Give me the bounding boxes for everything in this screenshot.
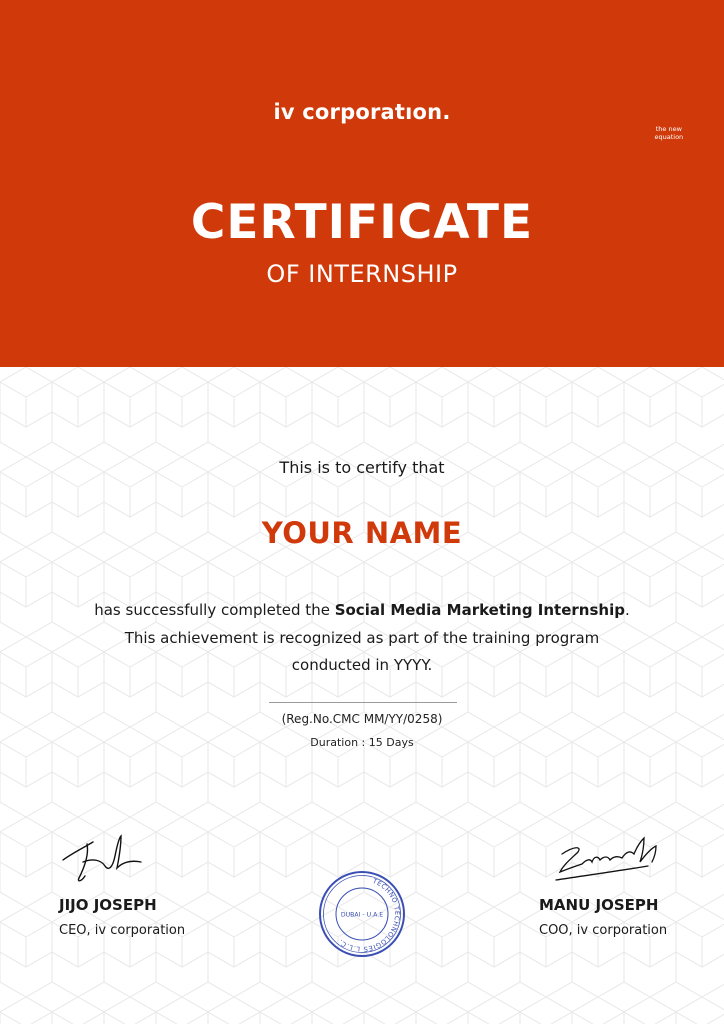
coo-name: MANU JOSEPH xyxy=(539,896,659,914)
duration: Duration : 15 Days xyxy=(310,736,414,749)
coo-signature xyxy=(552,832,667,886)
certify-line: This is to certify that xyxy=(279,458,445,477)
recipient-name: YOUR NAME xyxy=(261,516,463,550)
coo-title: COO, iv corporation xyxy=(539,923,668,938)
logo-tagline: the new equation xyxy=(654,125,684,141)
internship-name: Social Media Marketing Internship xyxy=(334,601,625,619)
statement-line-2: This achievement is recognized as part of the training program xyxy=(124,628,600,647)
ceo-signature xyxy=(57,832,143,886)
logo-wordmark: iv corporatıon. xyxy=(273,100,451,124)
statement-line-1: has successfully completed the Social Media Marketing Internship. xyxy=(94,601,630,619)
completion-statement xyxy=(0,597,724,680)
ceo-title: CEO, iv corporation xyxy=(59,923,186,938)
divider xyxy=(269,702,457,703)
certificate-subtitle: OF INTERNSHIP xyxy=(266,260,458,288)
stamp-ring-text: TECHNO TECHNOLOGIES L.L.C. xyxy=(336,876,402,954)
company-stamp xyxy=(317,869,407,959)
statement-line-3: conducted in YYYY. xyxy=(291,656,433,674)
ceo-name: JIJO JOSEPH xyxy=(59,896,157,914)
certificate-title: CERTIFICATE xyxy=(190,195,534,250)
stamp-center-text: DUBAI - U.A.E xyxy=(340,911,384,919)
registration-number: (Reg.No.CMC MM/YY/0258) xyxy=(281,712,443,726)
